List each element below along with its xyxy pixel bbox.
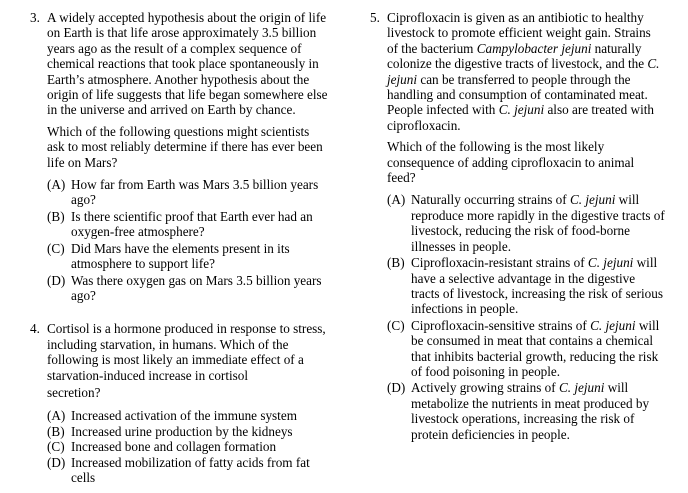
answer-choices xyxy=(47,408,330,485)
answer-choice-a[interactable] xyxy=(47,408,330,423)
answer-choice-d[interactable] xyxy=(387,380,665,442)
choice-letter: (D) xyxy=(387,380,406,396)
choice-text: How far from Earth was Mars 3.5 billion years ago? xyxy=(71,177,319,208)
choice-letter: (C) xyxy=(47,240,65,256)
stem-text: Ciprofloxacin is given as an antibiotic to healthy livestock to promote efficient weight gain. Strains of the bacterium xyxy=(387,10,651,56)
answer-choice-c[interactable] xyxy=(47,439,330,454)
choice-text: will be consumed in meat that contains a chemical that inhibits bacterial growth, reducing the risk of food poisoning in people. xyxy=(411,317,660,379)
question-4 xyxy=(30,321,330,485)
species-name: C. jejuni xyxy=(569,192,616,208)
choice-letter: (D) xyxy=(47,454,66,470)
answer-choice-d[interactable] xyxy=(47,273,330,304)
species-name: C. jejuni xyxy=(590,317,636,333)
answer-choices xyxy=(387,192,665,442)
choice-letter: (B) xyxy=(47,423,65,439)
stem-text: also are treated with ciprofloxacin. xyxy=(387,102,654,133)
question-stem: Cortisol is a hormone produced in response to stress, including starvation, in humans. Which of the following is most likely an immediate effect of a starvation-induced increase in cortisol xyxy=(47,321,326,383)
answer-choice-c[interactable] xyxy=(387,318,665,380)
choice-text: Increased urine production by the kidneys xyxy=(71,423,293,439)
choice-text: Actively growing strains of xyxy=(411,380,559,396)
question-3 xyxy=(30,10,330,303)
choice-text: Naturally occurring strains of xyxy=(411,192,570,208)
question-prompt: secretion? xyxy=(47,384,101,400)
choice-letter: (B) xyxy=(387,255,405,271)
answer-choice-b[interactable] xyxy=(47,424,330,439)
answer-choice-a[interactable] xyxy=(47,177,330,208)
choice-letter: (C) xyxy=(387,317,405,333)
answer-choice-d[interactable] xyxy=(47,455,330,486)
answer-choice-b[interactable] xyxy=(47,209,330,240)
choice-letter: (A) xyxy=(47,177,66,193)
species-name: C. jejuni xyxy=(498,102,545,118)
question-prompt: Which of the following questions might scientists ask to most reliably determine if there has ever been life on Mars? xyxy=(47,123,323,170)
question-stem: A widely accepted hypothesis about the origin of life on Earth is that life arose approximately 3.5 billion years ago as the result of a complex sequence of chemical reactions that took place spontaneously in Earth’s atmosphere. Another hypothesis about the origin of life suggests that life began somewhere else in the universe and arrived on Earth by chance. xyxy=(47,10,328,118)
left-column xyxy=(30,10,330,485)
choice-letter: (A) xyxy=(387,192,406,208)
species-name: C. jejuni xyxy=(587,255,634,271)
choice-text: Increased bone and collagen formation xyxy=(71,439,277,455)
answer-choice-c[interactable] xyxy=(47,241,330,272)
choice-text: will have a selective advantage in the digestive tracts of livestock, increasing the risk of serious infections in people. xyxy=(411,255,663,317)
choice-text: will reproduce more rapidly in the digestive tracts of livestock, reducing the risk of food-borne illnesses in people. xyxy=(411,192,665,254)
species-name: C. jejuni xyxy=(558,380,605,396)
question-stem xyxy=(387,10,665,133)
choice-letter: (B) xyxy=(47,208,65,224)
choice-letter: (A) xyxy=(47,408,66,424)
question-number: 3. xyxy=(30,10,40,25)
choice-letter: (D) xyxy=(47,272,66,288)
question-number: 4. xyxy=(30,321,40,337)
question-prompt: Which of the following is the most likely consequence of adding ciprofloxacin to animal feed? xyxy=(387,139,635,186)
choice-text: Was there oxygen gas on Mars 3.5 billion years ago? xyxy=(71,272,322,303)
stem-text: naturally colonize the digestive tracts of livestock, and the xyxy=(387,40,648,72)
question-5 xyxy=(370,10,665,442)
choice-text: Did Mars have the elements present in its atmosphere to support life? xyxy=(71,240,290,272)
right-column xyxy=(370,10,665,443)
question-number: 5. xyxy=(370,10,380,25)
answer-choices xyxy=(47,177,330,303)
choice-text: Increased activation of the immune system xyxy=(71,408,297,424)
answer-choice-a[interactable] xyxy=(387,192,665,254)
choice-text: will metabolize the nutrients in meat produced by livestock operations, increasing the risk of protein deficiencies in people. xyxy=(411,380,650,442)
species-name: Campylobacter jejuni xyxy=(476,40,592,56)
choice-text: Ciprofloxacin-sensitive strains of xyxy=(411,317,591,333)
choice-text: Ciprofloxacin-resistant strains of xyxy=(411,255,588,271)
choice-text: Is there scientific proof that Earth ever had an oxygen-free atmosphere? xyxy=(71,208,313,240)
choice-letter: (C) xyxy=(47,439,65,455)
stem-text: can be transferred to people through the handling and consumption of contaminated meat. People infected with xyxy=(387,71,648,118)
answer-choice-b[interactable] xyxy=(387,255,665,317)
species-name: C. jejuni xyxy=(387,56,660,87)
choice-text: Increased mobilization of fatty acids from fat cells xyxy=(71,454,310,485)
